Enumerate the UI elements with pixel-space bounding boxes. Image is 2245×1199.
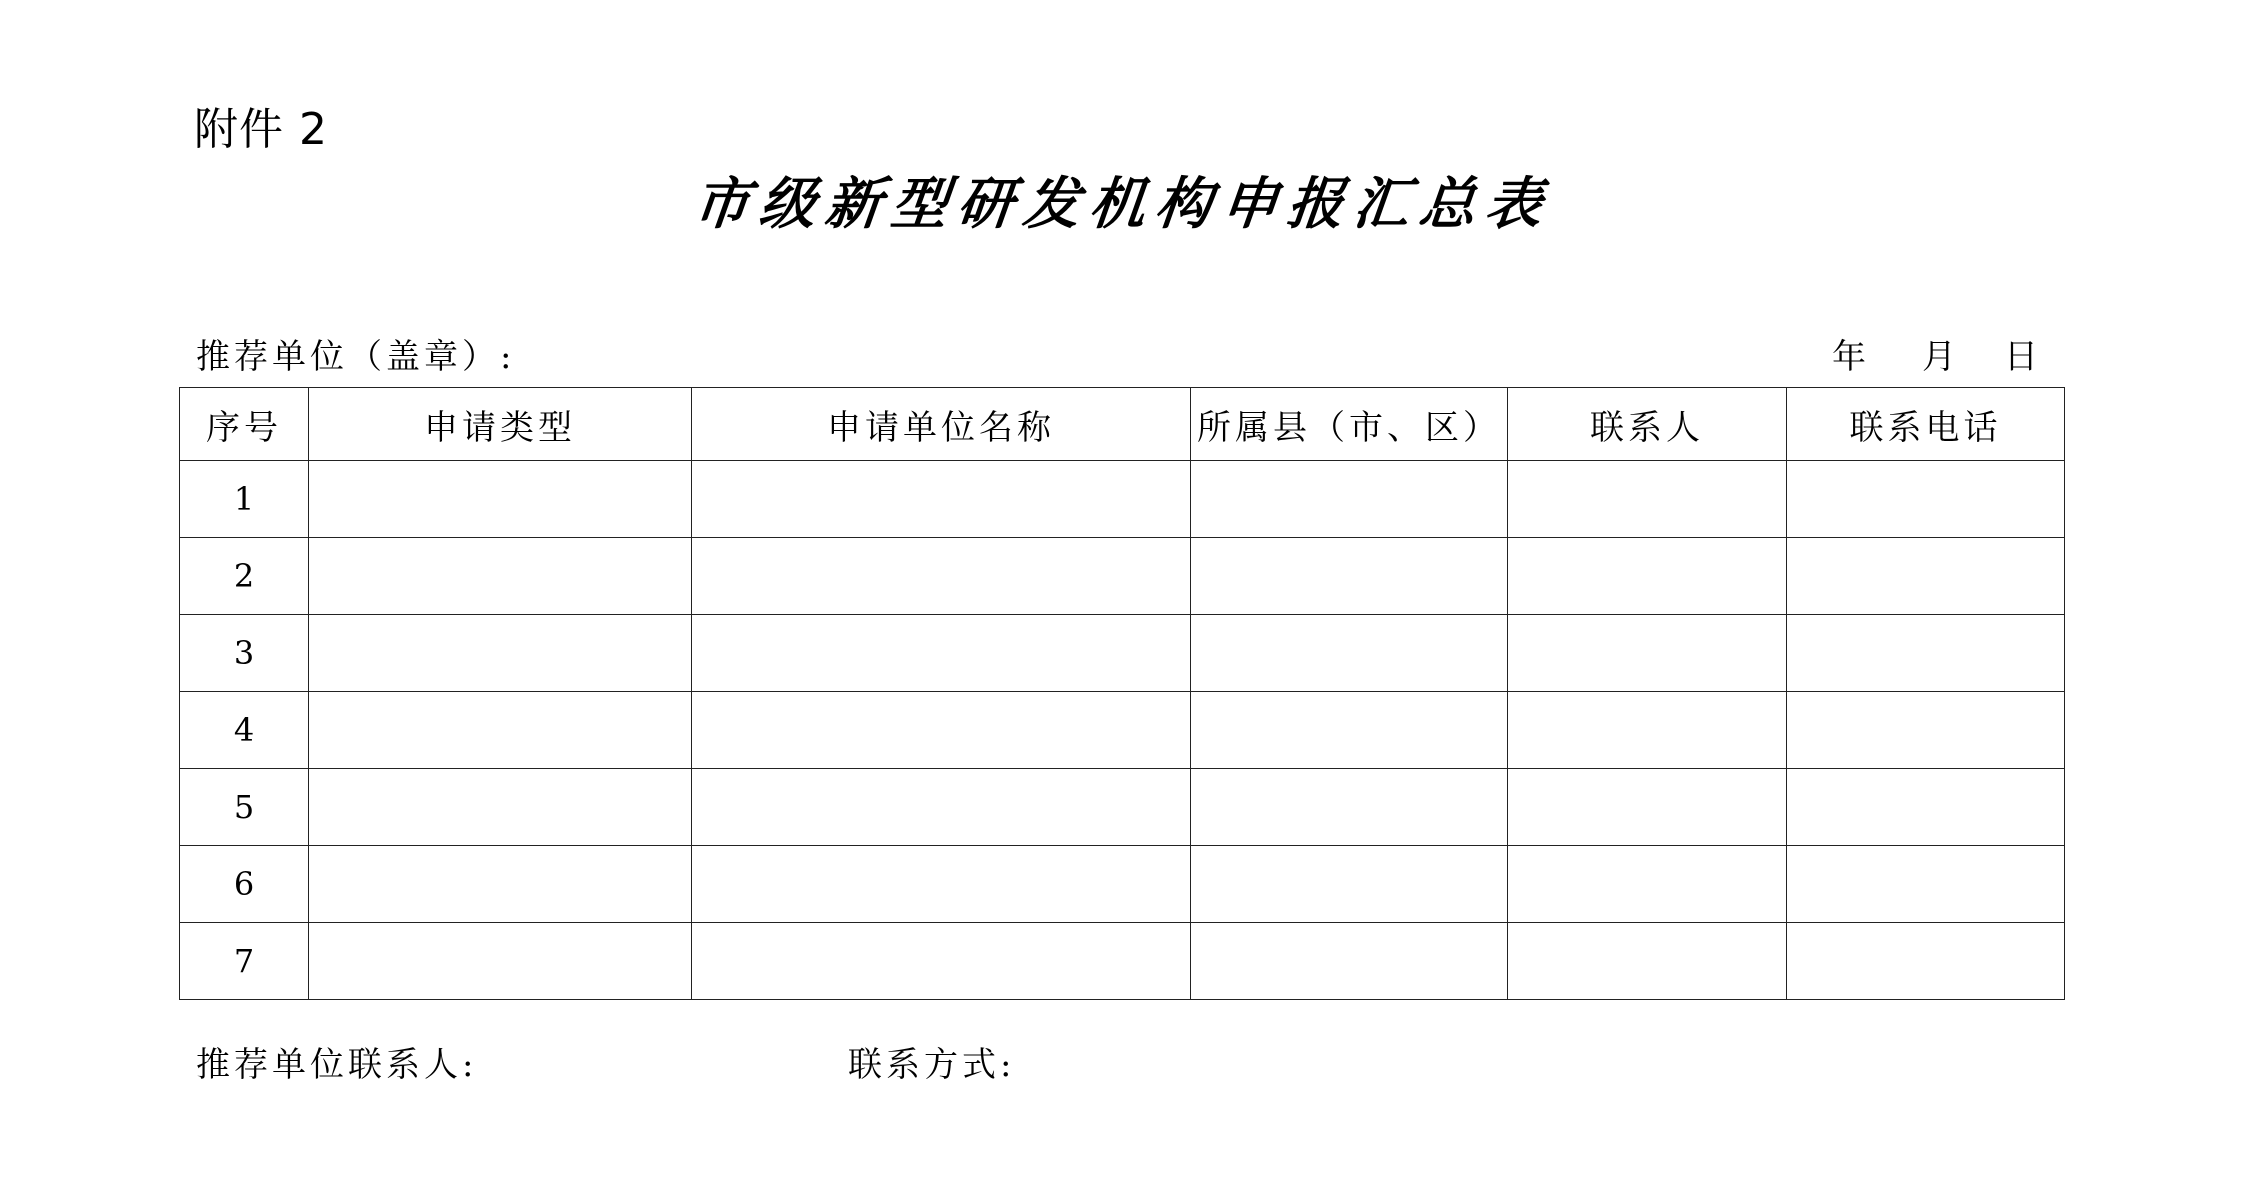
cell-serial-number: 2: [180, 538, 309, 615]
document-title: 市级新型研发机构申报汇总表: [690, 171, 1555, 237]
header-serial-number: 序号: [180, 388, 309, 461]
cell-contact-person[interactable]: [1508, 846, 1787, 923]
table-row: [180, 615, 2065, 692]
cell-contact-phone[interactable]: [1787, 692, 2065, 769]
cell-county[interactable]: [1191, 615, 1508, 692]
date-day-label: 日: [2004, 337, 2038, 377]
header-contact-person: 联系人: [1508, 388, 1787, 461]
cell-contact-phone[interactable]: [1787, 846, 2065, 923]
cell-county[interactable]: [1191, 461, 1508, 538]
date-line: [1832, 337, 2044, 377]
table-row: [180, 846, 2065, 923]
cell-contact-person[interactable]: [1508, 615, 1787, 692]
cell-application-type[interactable]: [309, 923, 692, 1000]
cell-serial-number: 3: [180, 615, 309, 692]
cell-contact-phone[interactable]: [1787, 769, 2065, 846]
cell-contact-person[interactable]: [1508, 692, 1787, 769]
table-row: [180, 692, 2065, 769]
cell-county[interactable]: [1191, 923, 1508, 1000]
table-header-row: [180, 388, 2065, 461]
cell-serial-number: 4: [180, 692, 309, 769]
contact-method-label: 联系方式:: [848, 1045, 1016, 1085]
cell-contact-person[interactable]: [1508, 538, 1787, 615]
cell-serial-number: 1: [180, 461, 309, 538]
cell-contact-person[interactable]: [1508, 923, 1787, 1000]
cell-contact-phone[interactable]: [1787, 461, 2065, 538]
cell-county[interactable]: [1191, 692, 1508, 769]
cell-applicant-name[interactable]: [692, 923, 1191, 1000]
cell-serial-number: 6: [180, 846, 309, 923]
table-row: [180, 769, 2065, 846]
cell-county[interactable]: [1191, 846, 1508, 923]
cell-contact-person[interactable]: [1508, 769, 1787, 846]
cell-application-type[interactable]: [309, 846, 692, 923]
attachment-label: 附件 2: [194, 104, 328, 155]
cell-application-type[interactable]: [309, 538, 692, 615]
cell-applicant-name[interactable]: [692, 538, 1191, 615]
cell-application-type[interactable]: [309, 615, 692, 692]
cell-contact-phone[interactable]: [1787, 923, 2065, 1000]
cell-applicant-name[interactable]: [692, 846, 1191, 923]
cell-application-type[interactable]: [309, 769, 692, 846]
table-row: [180, 923, 2065, 1000]
date-month-label: 月: [1922, 337, 1956, 377]
cell-county[interactable]: [1191, 538, 1508, 615]
recommender-label: 推荐单位（盖章）:: [196, 337, 516, 377]
summary-table: [179, 387, 2065, 1000]
cell-applicant-name[interactable]: [692, 615, 1191, 692]
cell-contact-phone[interactable]: [1787, 538, 2065, 615]
cell-serial-number: 7: [180, 923, 309, 1000]
cell-application-type[interactable]: [309, 461, 692, 538]
date-year-label: 年: [1832, 337, 1866, 377]
contact-person-label: 推荐单位联系人:: [196, 1045, 478, 1085]
cell-serial-number: 5: [180, 769, 309, 846]
cell-applicant-name[interactable]: [692, 461, 1191, 538]
cell-applicant-name[interactable]: [692, 769, 1191, 846]
cell-contact-phone[interactable]: [1787, 615, 2065, 692]
header-county: 所属县（市、区）: [1191, 388, 1508, 461]
cell-contact-person[interactable]: [1508, 461, 1787, 538]
table-row: [180, 538, 2065, 615]
header-application-type: 申请类型: [309, 388, 692, 461]
cell-county[interactable]: [1191, 769, 1508, 846]
header-applicant-name: 申请单位名称: [692, 388, 1191, 461]
cell-applicant-name[interactable]: [692, 692, 1191, 769]
header-contact-phone: 联系电话: [1787, 388, 2065, 461]
table-row: [180, 461, 2065, 538]
cell-application-type[interactable]: [309, 692, 692, 769]
